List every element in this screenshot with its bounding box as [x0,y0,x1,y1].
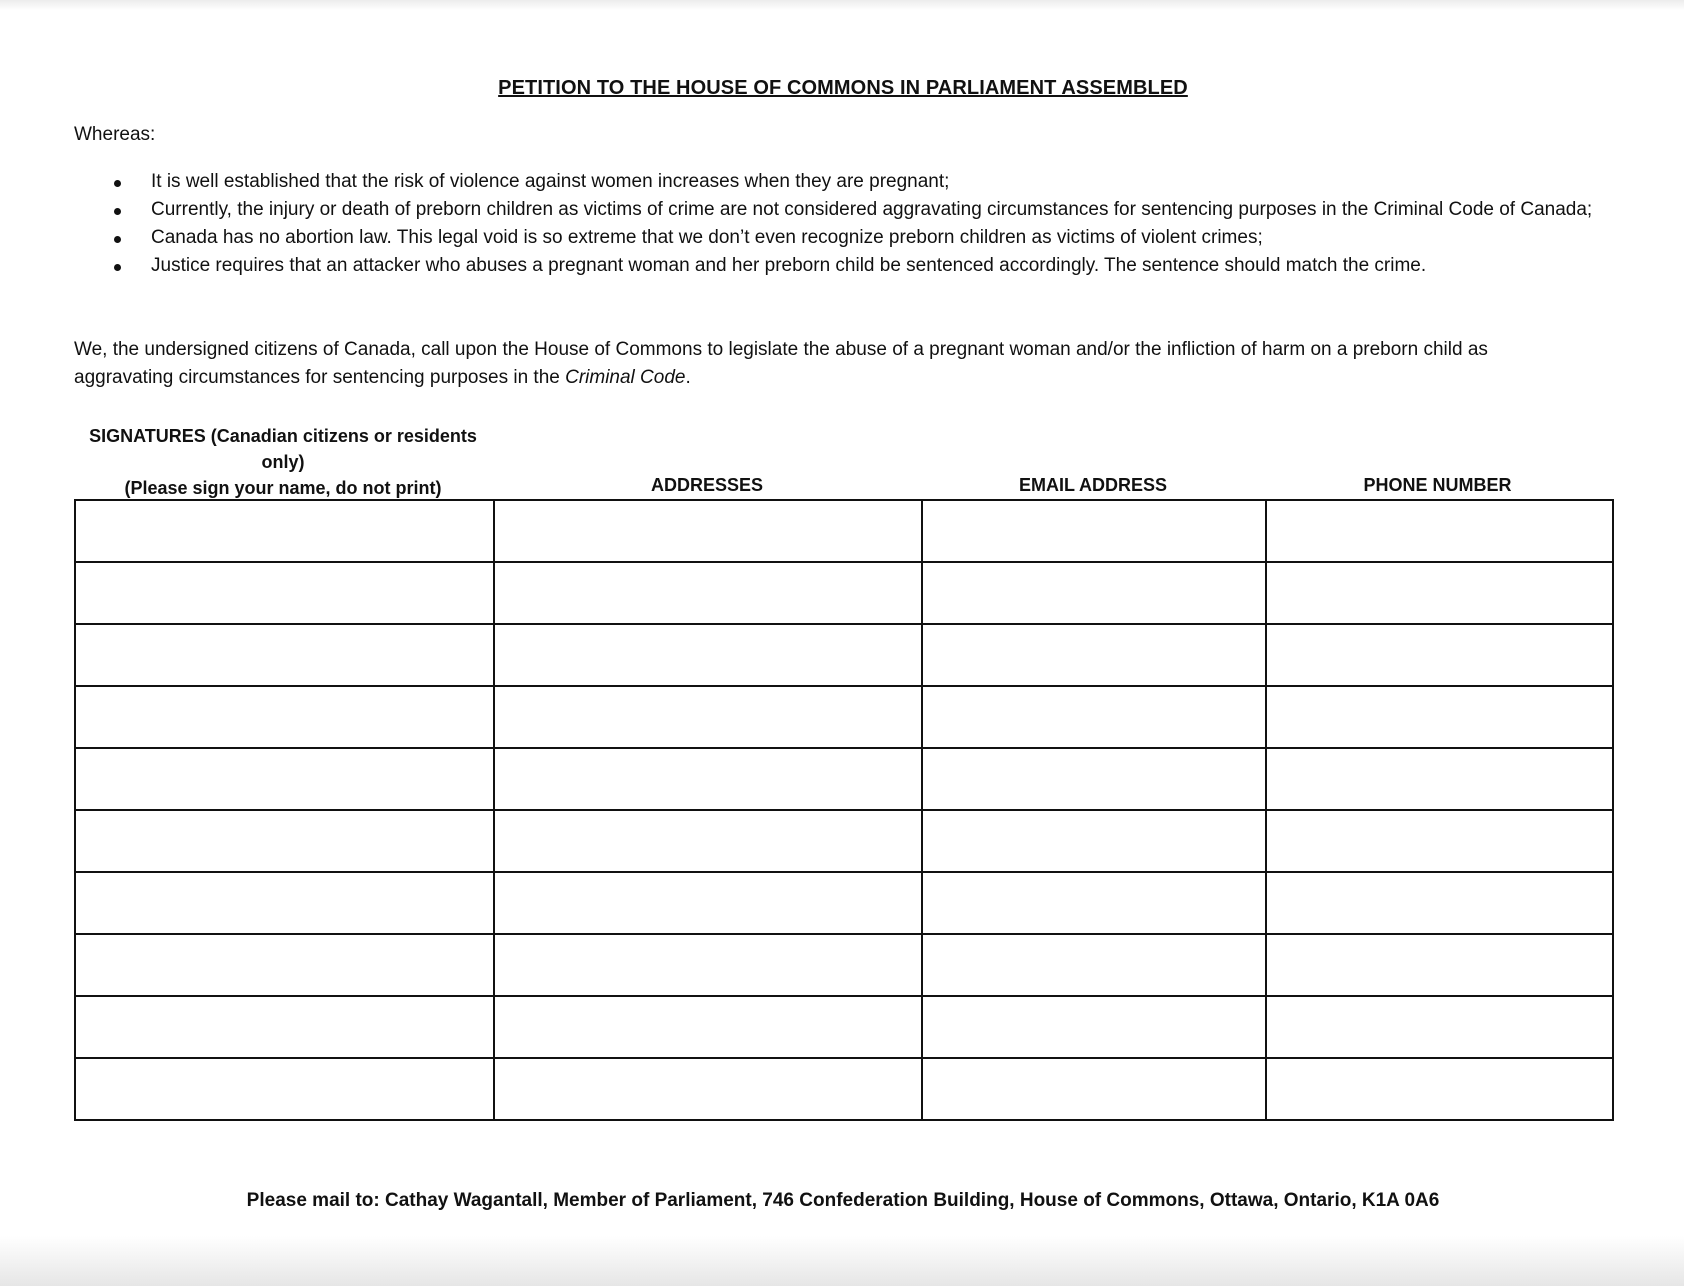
signature-table [74,499,1614,1121]
phone-cell[interactable] [1266,1058,1613,1120]
table-row [75,810,1613,872]
address-cell[interactable] [494,624,922,686]
signature-cell[interactable] [75,1058,494,1120]
petition-statement-text: We, the undersigned citizens of Canada, call upon the House of Commons to legislate the abuse of a pregnant woman and/or the infliction of harm on a preborn child as aggravating circumstances for sentencing purposes in the [74,339,1488,388]
address-cell[interactable] [494,748,922,810]
bullet-icon [114,208,121,215]
email-cell[interactable] [922,686,1266,748]
phone-cell[interactable] [1266,748,1613,810]
signature-cell[interactable] [75,934,494,996]
phone-cell[interactable] [1266,872,1613,934]
email-cell[interactable] [922,996,1266,1058]
signature-cell[interactable] [75,624,494,686]
signature-table-body [75,500,1613,1120]
email-cell[interactable] [922,810,1266,872]
phone-cell[interactable] [1266,996,1613,1058]
phone-cell[interactable] [1266,500,1613,562]
phone-cell[interactable] [1266,810,1613,872]
list-item [74,196,1612,224]
list-item [74,252,1612,280]
whereas-label: Whereas: [74,124,156,145]
table-row [75,934,1613,996]
email-cell[interactable] [922,562,1266,624]
table-row [75,872,1613,934]
bullet-icon [114,180,121,187]
petition-title: PETITION TO THE HOUSE OF COMMONS IN PARLIAMENT ASSEMBLED [498,77,1188,99]
phone-cell[interactable] [1266,624,1613,686]
page-top-edge [0,0,1684,10]
mailing-instructions: Please mail to: Cathay Wagantall, Member of Parliament, 746 Confederation Building, House of Commons, Ottawa, Ontario, K1A 0A6 [246,1190,1440,1211]
bullet-text: It is well established that the risk of violence against women increases when they are pregnant; [151,171,950,192]
criminal-code-italic: Criminal Code [565,367,686,388]
table-row [75,996,1613,1058]
phone-cell[interactable] [1266,934,1613,996]
address-cell[interactable] [494,500,922,562]
signature-cell[interactable] [75,748,494,810]
address-cell[interactable] [494,934,922,996]
table-row [75,624,1613,686]
email-column-header: EMAIL ADDRESS [1018,475,1168,495]
address-cell[interactable] [494,1058,922,1120]
bullet-icon [114,236,121,243]
whereas-list [74,168,1612,280]
petition-statement-end: . [685,367,691,388]
signature-cell[interactable] [75,810,494,872]
address-cell[interactable] [494,872,922,934]
signature-cell[interactable] [75,562,494,624]
table-row [75,1058,1613,1120]
email-cell[interactable] [922,1058,1266,1120]
signatures-column-header [74,423,492,501]
page-bottom-edge [0,1236,1684,1286]
signatures-header-line2: (Please sign your name, do not print) [124,478,442,498]
signature-cell[interactable] [75,996,494,1058]
list-item [74,224,1612,252]
address-cell[interactable] [494,686,922,748]
email-cell[interactable] [922,624,1266,686]
bullet-text: Canada has no abortion law. This legal void is so extreme that we don’t even recognize preborn children as victims of violent crimes; [151,227,1263,248]
email-cell[interactable] [922,500,1266,562]
email-cell[interactable] [922,934,1266,996]
address-cell[interactable] [494,810,922,872]
bullet-text: Justice requires that an attacker who abuses a pregnant woman and her preborn child be sentenced accordingly. The sentence should match the crime. [151,255,1427,276]
signature-cell[interactable] [75,500,494,562]
table-row [75,748,1613,810]
addresses-column-header: ADDRESSES [650,475,764,495]
table-row [75,686,1613,748]
signature-cell[interactable] [75,872,494,934]
phone-column-header: PHONE NUMBER [1363,475,1512,495]
phone-cell[interactable] [1266,686,1613,748]
signatures-header-line1: SIGNATURES (Canadian citizens or residents only) [89,426,477,472]
petition-statement [74,336,1574,392]
phone-cell[interactable] [1266,562,1613,624]
table-row [75,562,1613,624]
bullet-icon [114,264,121,271]
email-cell[interactable] [922,748,1266,810]
address-cell[interactable] [494,562,922,624]
email-cell[interactable] [922,872,1266,934]
signature-cell[interactable] [75,686,494,748]
list-item [74,168,1612,196]
bullet-text: Currently, the injury or death of preborn children as victims of crime are not considered aggravating circumstances for sentencing purposes in the Criminal Code of Canada; [151,199,1593,220]
table-row [75,500,1613,562]
address-cell[interactable] [494,996,922,1058]
